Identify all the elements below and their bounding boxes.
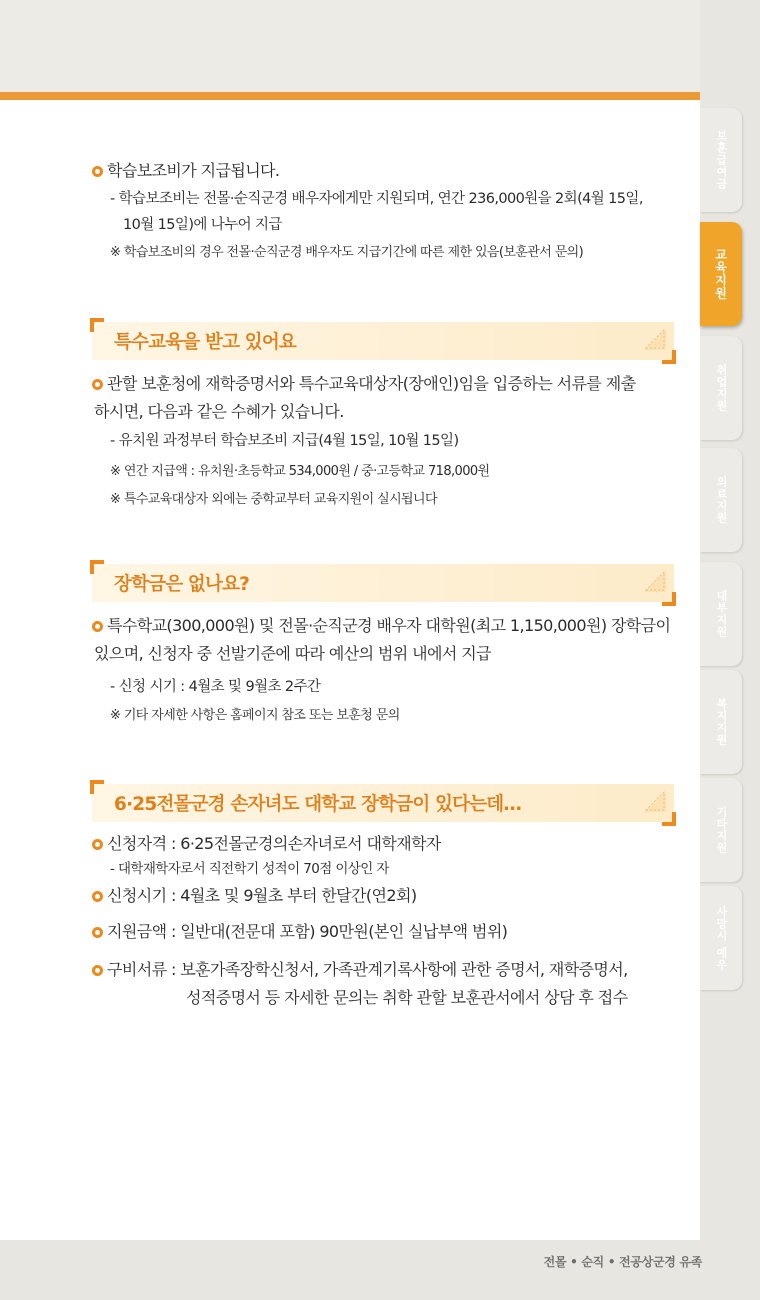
section-header-scholarship: [92, 564, 674, 602]
tab-label: 복지지원: [715, 698, 728, 746]
item-label: 신청자격: [107, 834, 167, 853]
tab-medical[interactable]: [700, 448, 742, 552]
bullet-study-allowance: [92, 157, 684, 185]
corner-bracket-icon: [662, 812, 676, 826]
bullet-text-line1: 관할 보훈청에 재학증명서와 특수교육대상자(장애인)임을 입증하는 서류를 제출: [107, 374, 636, 393]
section-header-special-education: [92, 322, 674, 360]
bullet-text: 학습보조비가 지급됩니다.: [107, 161, 280, 180]
item-row: [92, 830, 684, 858]
section2-sub: - 신청 시기 : 4월초 및 9월초 2주간: [110, 679, 321, 695]
tab-welfare[interactable]: [700, 670, 742, 774]
section-title: 6·25전몰군경 손자녀도 대학교 장학금이 있다는데…: [114, 794, 522, 815]
bullet-icon: [92, 965, 103, 976]
separator: :: [170, 922, 176, 941]
item-label: 지원금액: [107, 922, 167, 941]
tab-label: 대부지원: [715, 590, 728, 638]
item-amount: [92, 918, 684, 946]
tab-education[interactable]: [700, 222, 742, 326]
bullet-icon: [92, 166, 103, 177]
tab-label: 취업지원: [715, 364, 728, 412]
item-value: 6·25전몰군경의손자녀로서 대학재학자: [180, 834, 441, 853]
section2-note: ※ 기타 자세한 사항은 홈페이지 참조 또는 보훈청 문의: [110, 708, 400, 723]
item-label: 구비서류: [107, 960, 167, 979]
tab-label: 교육지원: [713, 248, 728, 300]
page-content-area: [0, 100, 700, 1240]
qualification-sub: - 대학재학자로서 직전학기 성적이 70점 이상인 자: [110, 861, 389, 877]
corner-bracket-icon: [90, 560, 104, 574]
section1-note1: ※ 연간 지급액 : 유치원·초등학교 534,000원 / 중·고등학교 718,000원: [110, 464, 490, 479]
footer-band: [0, 1240, 760, 1300]
intro-sub-line2: 10월 15일)에 나누어 지급: [123, 217, 282, 233]
header-rule: [0, 92, 700, 100]
corner-bracket-icon: [662, 592, 676, 606]
item-row: [92, 918, 684, 946]
documents-line2: 성적증명서 등 자세한 문의는 취학 관할 보훈관서에서 상담 후 접수: [186, 988, 628, 1007]
tab-label: 기타지원: [715, 806, 728, 854]
top-band: [0, 0, 700, 92]
section1-sub: - 유치원 과정부터 학습보조비 지급(4월 15일, 10월 15일): [110, 433, 459, 449]
item-value: 일반대(전문대 포함) 90만원(본인 실납부액 범위): [180, 922, 508, 941]
bullet-scholarship: [92, 612, 684, 668]
tab-label: 보훈급여금: [715, 130, 728, 190]
tab-funeral[interactable]: [700, 886, 742, 990]
separator: :: [170, 886, 176, 905]
page-fold-icon: [642, 568, 668, 594]
item-qualification: [92, 830, 684, 858]
bullet-icon: [92, 891, 103, 902]
bullet-icon: [92, 927, 103, 938]
tab-loan[interactable]: [700, 562, 742, 666]
page-fold-icon: [642, 326, 668, 352]
bullet-special-education: [92, 370, 684, 426]
corner-bracket-icon: [662, 350, 676, 364]
item-row: [92, 956, 684, 984]
separator: :: [170, 834, 176, 853]
footer-text: 전몰 • 순직 • 전공상군경 유족: [543, 1255, 702, 1269]
bullet-text-line2: 하시면, 다음과 같은 수혜가 있습니다.: [94, 402, 344, 421]
item-value: 4월초 및 9월초 부터 한달간(연2회): [180, 886, 417, 905]
bullet-text-line1: 특수학교(300,000원) 및 전몰·순직군경 배우자 대학원(최고 1,150,000원) 장학금이: [107, 616, 671, 635]
bullet-icon: [92, 621, 103, 632]
corner-bracket-icon: [90, 318, 104, 332]
separator: :: [170, 960, 176, 979]
corner-bracket-icon: [90, 780, 104, 794]
section1-note2: ※ 특수교육대상자 외에는 중학교부터 교육지원이 실시됩니다: [110, 492, 437, 507]
intro-sub: [110, 186, 643, 238]
item-row: [92, 882, 684, 910]
tab-benefits[interactable]: [700, 108, 742, 212]
bullet-icon: [92, 379, 103, 390]
bullet-icon: [92, 839, 103, 850]
section-title: 장학금은 없나요?: [114, 574, 250, 595]
tab-other[interactable]: [700, 778, 742, 882]
section-title: 특수교육을 받고 있어요: [114, 332, 296, 353]
tab-employment[interactable]: [700, 336, 742, 440]
tab-label: 사망시 예우: [715, 905, 728, 971]
intro-sub-line1: - 학습보조비는 전몰·순직군경 배우자에게만 지원되며, 연간 236,000원을 2회(4월 15일,: [110, 191, 643, 207]
section-header-grandchildren-scholarship: [92, 784, 674, 822]
intro-note: ※ 학습보조비의 경우 전몰·순직군경 배우자도 지급기간에 따른 제한 있음(보훈관서 문의): [110, 245, 584, 260]
item-documents: [92, 956, 684, 1012]
item-value: 보훈가족장학신청서, 가족관계기록사항에 관한 증명서, 재학증명서,: [180, 960, 628, 979]
tab-label: 의료지원: [715, 476, 728, 524]
bullet-text-line2: 있으며, 신청자 중 선발기준에 따라 예산의 범위 내에서 지급: [94, 644, 491, 663]
page-fold-icon: [642, 788, 668, 814]
item-period: [92, 882, 684, 910]
item-label: 신청시기: [107, 886, 167, 905]
